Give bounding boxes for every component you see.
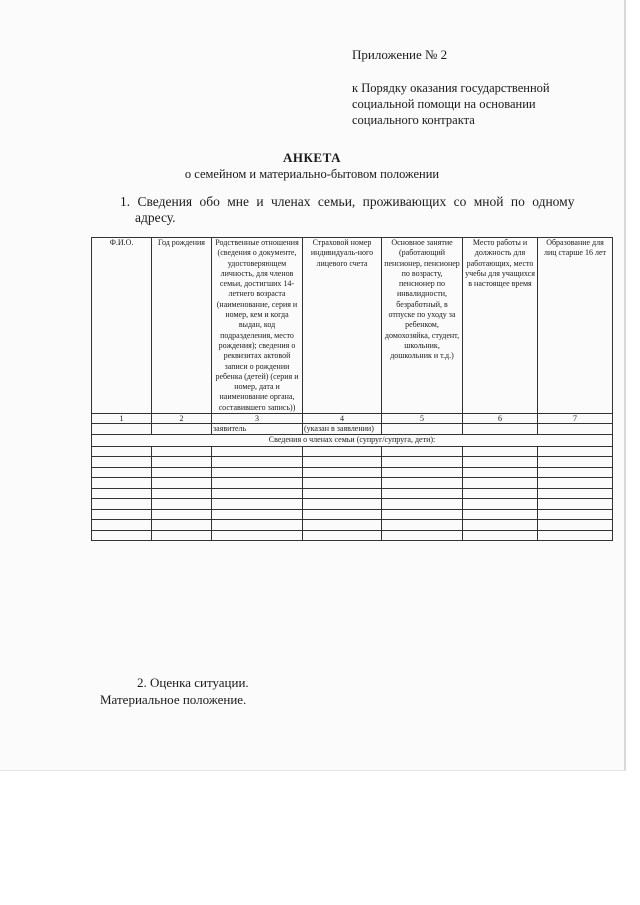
table-cell[interactable] — [152, 478, 212, 489]
section-2-heading: 2. Оценка ситуации. — [137, 675, 249, 690]
table-cell[interactable] — [303, 499, 382, 510]
table-cell[interactable] — [303, 530, 382, 541]
table-cell[interactable] — [382, 478, 463, 489]
table-cell[interactable] — [212, 530, 303, 541]
table-cell[interactable] — [538, 457, 613, 468]
table-cell[interactable] — [303, 457, 382, 468]
table-cell[interactable] — [463, 424, 538, 435]
column-number: 3 — [212, 414, 303, 424]
table-cell[interactable] — [92, 478, 152, 489]
material-status-heading: Материальное положение. — [100, 692, 247, 707]
section-1-heading — [120, 194, 605, 226]
column-header: Страховой номер индивидуаль-ного лицевого счета — [303, 238, 382, 414]
table-row — [92, 478, 613, 489]
table-cell[interactable] — [463, 488, 538, 499]
table-cell[interactable] — [538, 467, 613, 478]
table-cell[interactable] — [538, 446, 613, 457]
column-number: 4 — [303, 414, 382, 424]
table-cell[interactable] — [92, 446, 152, 457]
section-1-line: адресу. — [135, 210, 176, 225]
table-cell[interactable] — [212, 509, 303, 520]
table-cell[interactable] — [152, 424, 212, 435]
table-cell[interactable] — [303, 520, 382, 531]
column-header: Год рождения — [152, 238, 212, 414]
table-cell[interactable] — [463, 446, 538, 457]
table-cell[interactable] — [538, 509, 613, 520]
table-row — [92, 467, 613, 478]
table-cell[interactable] — [92, 509, 152, 520]
table-cell[interactable] — [463, 520, 538, 531]
table-row — [92, 457, 613, 468]
family-members-table — [91, 237, 613, 541]
column-number: 5 — [382, 414, 463, 424]
column-number: 2 — [152, 414, 212, 424]
table-cell[interactable] — [212, 446, 303, 457]
column-header: Ф.И.О. — [92, 238, 152, 414]
appendix-number: Приложение № 2 — [352, 47, 448, 62]
table-cell[interactable] — [303, 478, 382, 489]
appendix-reference-line: социального контракта — [352, 113, 475, 127]
column-numbers-row — [92, 414, 613, 424]
table-cell[interactable] — [152, 499, 212, 510]
table-cell[interactable] — [382, 530, 463, 541]
family-header-row — [92, 435, 613, 446]
table-cell[interactable] — [212, 478, 303, 489]
snils-note: (указан в заявлении) — [303, 424, 382, 435]
table-cell[interactable] — [303, 446, 382, 457]
table-cell[interactable] — [382, 424, 463, 435]
table-cell[interactable] — [382, 520, 463, 531]
column-number: 6 — [463, 414, 538, 424]
table-cell[interactable] — [463, 509, 538, 520]
table-cell[interactable] — [382, 488, 463, 499]
form-subtitle: о семейном и материально-бытовом положении — [184, 167, 440, 181]
table-cell[interactable] — [92, 467, 152, 478]
appendix-reference-line: к Порядку оказания государственной — [352, 81, 550, 95]
table-cell[interactable] — [212, 520, 303, 531]
applicant-row — [92, 424, 613, 435]
table-cell[interactable] — [303, 488, 382, 499]
table-cell[interactable] — [382, 509, 463, 520]
table-cell[interactable] — [92, 530, 152, 541]
column-header: Основное занятие (работающий пенсионер, пенсионер по возрасту, пенсионер по инвалидности, безработный, в отпуске по уходу за ребенком, домохозяйка, студент, школьник, дошкольник и т.д.) — [382, 238, 463, 414]
table-cell[interactable] — [212, 499, 303, 510]
table-cell[interactable] — [152, 457, 212, 468]
table-cell[interactable] — [382, 446, 463, 457]
table-cell[interactable] — [152, 509, 212, 520]
column-header: Место работы и должность для работающих, место учебы для учащихся в настоящее время — [463, 238, 538, 414]
table-cell[interactable] — [538, 478, 613, 489]
table-cell[interactable] — [152, 520, 212, 531]
table-cell[interactable] — [92, 499, 152, 510]
form-title: АНКЕТА — [282, 150, 341, 165]
table-cell[interactable] — [92, 488, 152, 499]
table-cell[interactable] — [382, 499, 463, 510]
table-cell[interactable] — [382, 457, 463, 468]
table-cell[interactable] — [152, 446, 212, 457]
table-cell[interactable] — [538, 530, 613, 541]
column-header: Родственные отношения (сведения о документе, удостоверяющем личность, для членов семьи, достигших 14-летнего возраста (наименование, серия и номер, кем и когда выдан, код подразделения, место рождения); сведения о реквизитах актовой записи о рождении ребенка (детей) (серия и номер, дата и наименование органа, составившего запись)) — [212, 238, 303, 414]
table-cell[interactable] — [463, 478, 538, 489]
table-cell[interactable] — [303, 467, 382, 478]
table-cell[interactable] — [538, 520, 613, 531]
table-cell[interactable] — [538, 424, 613, 435]
column-number: 1 — [92, 414, 152, 424]
table-row — [92, 488, 613, 499]
table-row — [92, 509, 613, 520]
table-row — [92, 499, 613, 510]
table-cell[interactable] — [382, 467, 463, 478]
table-header-row — [92, 238, 613, 414]
table-cell[interactable] — [538, 488, 613, 499]
applicant-label: заявитель — [212, 424, 303, 435]
table-row — [92, 446, 613, 457]
table-cell[interactable] — [212, 488, 303, 499]
table-cell[interactable] — [92, 520, 152, 531]
table-cell[interactable] — [212, 457, 303, 468]
table-cell[interactable] — [92, 424, 152, 435]
table-row — [92, 530, 613, 541]
table-cell[interactable] — [463, 467, 538, 478]
table-cell[interactable] — [463, 530, 538, 541]
family-members-header: Сведения о членах семьи (супруг/супруга, дети): — [92, 435, 613, 446]
table-cell[interactable] — [303, 509, 382, 520]
appendix-reference — [352, 80, 550, 128]
section-1-line: 1. Сведения обо мне и членах семьи, проживающих со мной по одному — [120, 194, 575, 209]
column-number: 7 — [538, 414, 613, 424]
table-cell[interactable] — [152, 488, 212, 499]
table-cell[interactable] — [152, 530, 212, 541]
table-cell[interactable] — [212, 467, 303, 478]
table-row — [92, 520, 613, 531]
column-header: Образование для лиц старше 16 лет — [538, 238, 613, 414]
table-cell[interactable] — [463, 457, 538, 468]
table-cell[interactable] — [152, 467, 212, 478]
table-cell[interactable] — [92, 457, 152, 468]
table-cell[interactable] — [538, 499, 613, 510]
table-cell[interactable] — [463, 499, 538, 510]
appendix-reference-line: социальной помощи на основании — [352, 97, 536, 111]
